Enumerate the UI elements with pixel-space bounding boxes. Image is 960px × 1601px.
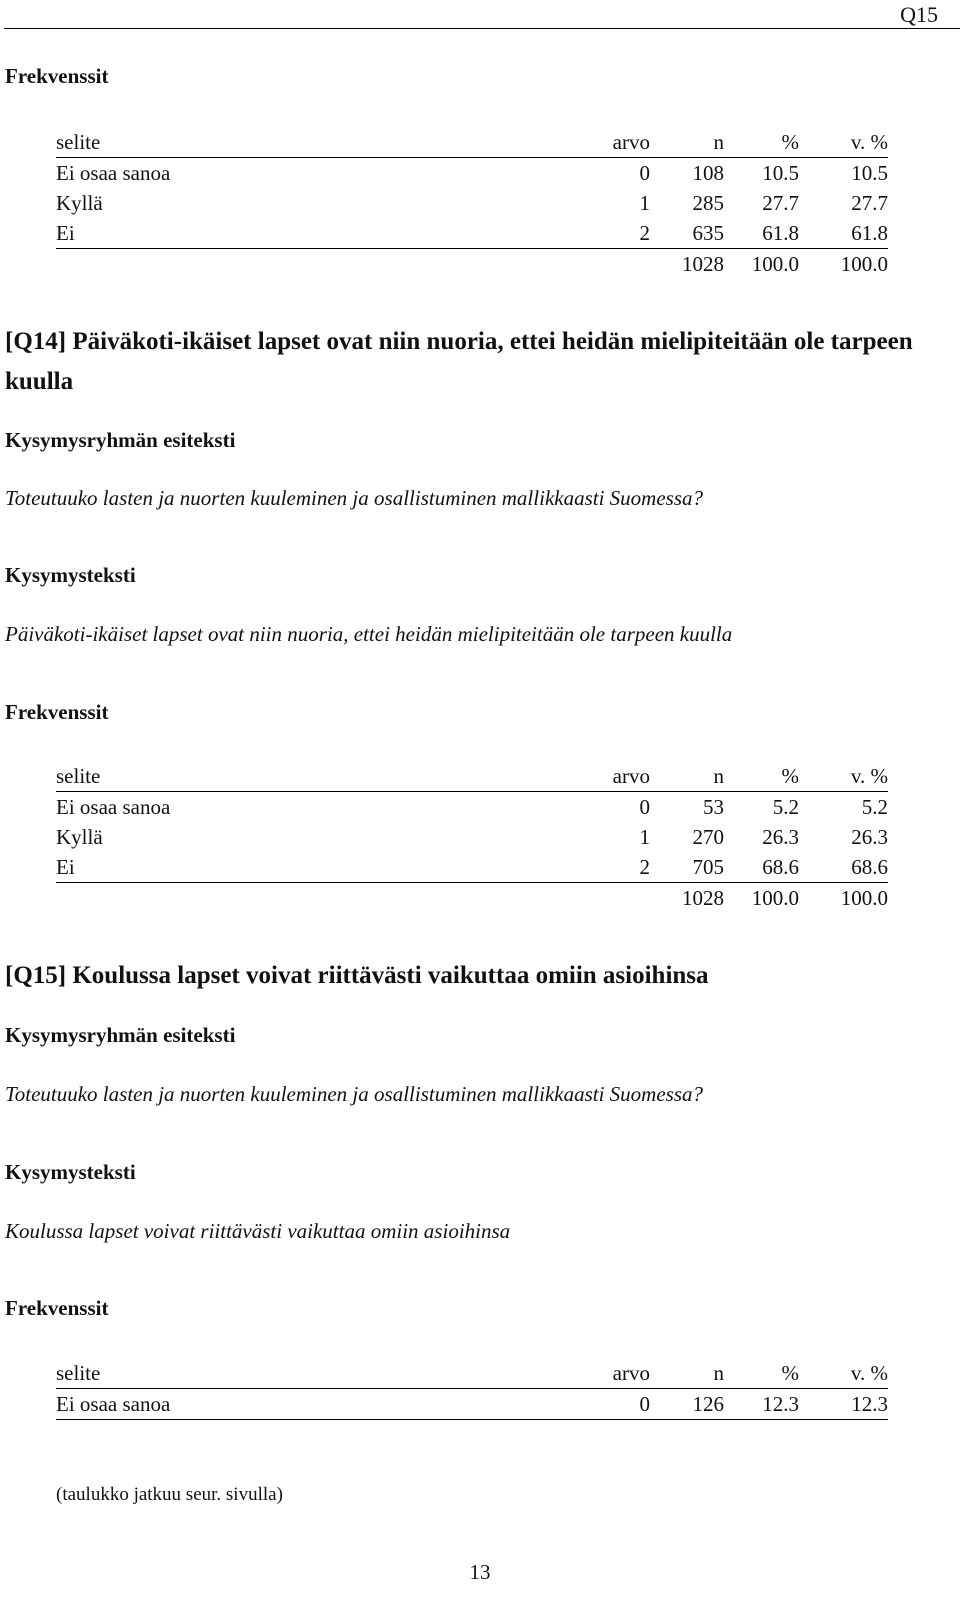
col-header-selite: selite [56, 127, 596, 158]
cell-valid-percent: 100.0 [840, 886, 888, 910]
table-total-row [56, 249, 888, 280]
question-heading-q15: Kysymysteksti [5, 1160, 136, 1184]
frequency-table-prev [56, 127, 888, 279]
cell-n: 635 [650, 218, 724, 249]
cell-percent: 100.0 [751, 886, 799, 910]
cell-label: Ei osaa sanoa [56, 1389, 596, 1420]
col-header-selite: selite [56, 1358, 596, 1389]
cell-percent: 10.5 [762, 161, 799, 185]
frequency-table-q14 [56, 761, 888, 913]
cell-arvo [596, 883, 650, 914]
table-row [56, 792, 888, 823]
question-text-q15: Koulussa lapset voivat riittävästi vaikuttaa omiin asioihinsa [5, 1219, 511, 1243]
col-header-valid-percent: v. % [799, 761, 888, 792]
col-header-percent: % [724, 1358, 799, 1389]
col-header-arvo: arvo [596, 761, 650, 792]
col-header-arvo: arvo [596, 127, 650, 158]
cell-percent: 100.0 [751, 252, 799, 276]
cell-n: 126 [650, 1389, 724, 1420]
col-header-arvo: arvo [596, 1358, 650, 1389]
table-row [56, 188, 888, 218]
cell-arvo [596, 249, 650, 280]
cell-valid-percent: 100.0 [840, 252, 888, 276]
cell-valid-percent: 27.7 [851, 191, 888, 215]
cell-label: Ei [56, 218, 596, 249]
cell-percent: 27.7 [762, 191, 799, 215]
frequency-table-q15 [56, 1358, 888, 1420]
cell-label: Kyllä [56, 191, 103, 215]
frekvenssit-heading-q15: Frekvenssit [5, 1296, 109, 1320]
question-title-q15: [Q15] Koulussa lapset voivat riittävästi vaikuttaa omiin asioihinsa [5, 962, 709, 989]
cell-n: 1028 [682, 252, 724, 276]
cell-arvo: 2 [596, 852, 650, 883]
cell-n: 1028 [682, 886, 724, 910]
cell-n: 285 [692, 191, 724, 215]
cell-arvo: 0 [596, 1389, 650, 1420]
cell-valid-percent: 68.6 [799, 852, 888, 883]
cell-label [56, 249, 596, 280]
cell-percent: 68.6 [724, 852, 799, 883]
cell-n: 108 [692, 161, 724, 185]
table-row [56, 218, 888, 249]
running-header: Q15 [900, 2, 938, 27]
table-continues-note: (taulukko jatkuu seur. sivulla) [56, 1484, 283, 1505]
cell-label: Kyllä [56, 825, 103, 849]
cell-label: Ei [56, 852, 596, 883]
question-heading-q14: Kysymysteksti [5, 563, 136, 587]
cell-valid-percent: 5.2 [861, 795, 888, 819]
col-header-n: n [650, 761, 724, 792]
col-header-valid-percent: v. % [799, 127, 888, 158]
table-total-row [56, 883, 888, 914]
cell-valid-percent: 12.3 [799, 1389, 888, 1420]
cell-arvo: 2 [596, 218, 650, 249]
table-row [56, 158, 888, 189]
table-row [56, 852, 888, 883]
col-header-n: n [650, 127, 724, 158]
col-header-selite: selite [56, 761, 596, 792]
group-text-q14: Toteutuuko lasten ja nuorten kuuleminen ja osallistuminen mallikkaasti Suomessa? [5, 486, 704, 510]
cell-label: Ei osaa sanoa [56, 161, 171, 185]
table-row [56, 822, 888, 852]
table-row [56, 1389, 888, 1420]
header-rule [4, 28, 960, 29]
question-text-q14: Päiväkoti-ikäiset lapset ovat niin nuoria, ettei heidän mielipiteitään ole tarpeen kuulla [5, 622, 733, 646]
col-header-percent: % [724, 761, 799, 792]
group-heading-q15: Kysymysryhmän esiteksti [5, 1023, 236, 1047]
group-heading-q14: Kysymysryhmän esiteksti [5, 428, 236, 452]
cell-percent: 61.8 [724, 218, 799, 249]
question-title-q14: [Q14] Päiväkoti-ikäiset lapset ovat niin nuoria, ettei heidän mielipiteitään ole tarpeen kuulla [5, 328, 913, 395]
frekvenssit-heading-q14: Frekvenssit [5, 700, 109, 724]
cell-n: 53 [703, 795, 724, 819]
cell-arvo: 0 [639, 161, 650, 185]
cell-arvo: 1 [639, 825, 650, 849]
cell-label [56, 883, 596, 914]
cell-percent: 5.2 [772, 795, 799, 819]
cell-percent: 12.3 [724, 1389, 799, 1420]
cell-n: 705 [650, 852, 724, 883]
frekvenssit-heading-prev: Frekvenssit [5, 64, 109, 88]
col-header-percent: % [724, 127, 799, 158]
cell-arvo: 1 [639, 191, 650, 215]
page-number: 13 [469, 1560, 491, 1584]
cell-valid-percent: 10.5 [851, 161, 888, 185]
group-text-q15: Toteutuuko lasten ja nuorten kuuleminen ja osallistuminen mallikkaasti Suomessa? [5, 1082, 704, 1106]
col-header-valid-percent: v. % [799, 1358, 888, 1389]
cell-valid-percent: 26.3 [851, 825, 888, 849]
cell-label: Ei osaa sanoa [56, 795, 171, 819]
cell-arvo: 0 [639, 795, 650, 819]
cell-valid-percent: 61.8 [799, 218, 888, 249]
col-header-n: n [650, 1358, 724, 1389]
cell-percent: 26.3 [762, 825, 799, 849]
cell-n: 270 [692, 825, 724, 849]
